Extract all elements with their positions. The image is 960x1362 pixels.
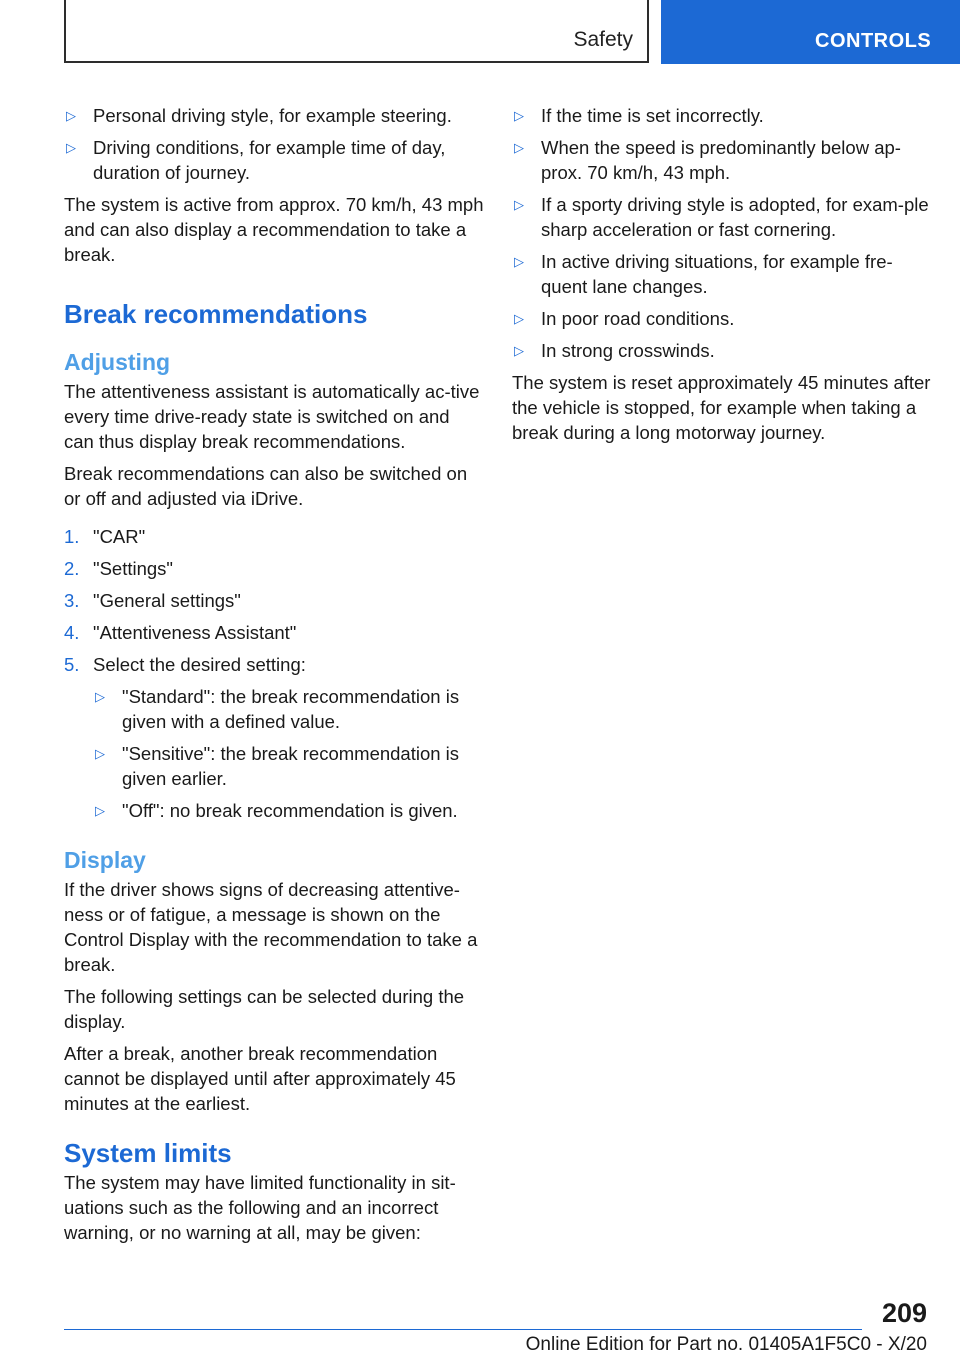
step-item: 2. "Settings" bbox=[64, 558, 173, 579]
footer-edition: Online Edition for Part no. 01405A1F5C0 - X/20 bbox=[525, 1334, 927, 1355]
paragraph: If the driver shows signs of decreasing attentive-ness or of fatigue, a message is shown on the Control Display with the recommendation to take a break. bbox=[64, 879, 478, 975]
paragraph: After a break, another break recommendation cannot be displayed until after approximately 45 minutes at the earliest. bbox=[64, 1043, 456, 1114]
list-item: ▷ "Standard": the break recommendation is given with a defined value. bbox=[95, 686, 460, 732]
chapter-tab[interactable] bbox=[661, 0, 960, 64]
step-item: 5. Select the desired setting: bbox=[64, 654, 306, 675]
heading-adjusting: Adjusting bbox=[64, 349, 171, 375]
list-item: ▷ In active driving situations, for example fre-quent lane changes. bbox=[514, 251, 893, 297]
paragraph: The system may have limited functionality in sit-uations such as the following and an incorrect warning, or no warning at all, may be given: bbox=[64, 1172, 456, 1243]
paragraph: The attentiveness assistant is automatically ac-tive every time drive-ready state is switched on and can thus display break recommendations. bbox=[64, 381, 480, 452]
list-item: ▷ If a sporty driving style is adopted, for exam-ple sharp acceleration or fast cornering. bbox=[514, 194, 929, 240]
bullet-triangle-icon: ▷ bbox=[514, 254, 524, 269]
bullet-triangle-icon: ▷ bbox=[95, 746, 105, 761]
bullet-triangle-icon: ▷ bbox=[514, 311, 524, 326]
bullet-triangle-icon: ▷ bbox=[95, 803, 105, 818]
list-item: ▷ Personal driving style, for example steering. bbox=[66, 105, 452, 126]
bullet-triangle-icon: ▷ bbox=[514, 343, 524, 358]
bullet-triangle-icon: ▷ bbox=[514, 108, 524, 123]
bullet-triangle-icon: ▷ bbox=[514, 197, 524, 212]
bullet-triangle-icon: ▷ bbox=[66, 108, 76, 123]
list-item: ▷ "Sensitive": the break recommendation is given earlier. bbox=[95, 743, 460, 789]
bullet-triangle-icon: ▷ bbox=[95, 689, 105, 704]
heading-break-recommendations: Break recommendations bbox=[64, 299, 368, 329]
list-item: ▷ If the time is set incorrectly. bbox=[514, 105, 764, 126]
heading-display: Display bbox=[64, 847, 146, 873]
paragraph: Break recommendations can also be switched on or off and adjusted via iDrive. bbox=[64, 463, 468, 509]
intro-paragraph: The system is active from approx. 70 km/h, 43 mph and can also display a recommendation to take a break. bbox=[64, 194, 484, 265]
page-number: 209 bbox=[881, 1298, 927, 1328]
list-item: ▷ In poor road conditions. bbox=[514, 308, 735, 329]
bullet-triangle-icon: ▷ bbox=[514, 140, 524, 155]
list-item: ▷ "Off": no break recommendation is given. bbox=[95, 800, 458, 821]
heading-system-limits: System limits bbox=[64, 1138, 232, 1168]
list-item: ▷ Driving conditions, for example time of day, duration of journey. bbox=[66, 137, 446, 183]
header-section-box bbox=[64, 0, 649, 63]
step-item: 3. "General settings" bbox=[64, 590, 241, 611]
list-item: ▷ In strong crosswinds. bbox=[514, 340, 715, 361]
section-title: Safety bbox=[573, 28, 633, 51]
step-item: 1. "CAR" bbox=[64, 526, 146, 547]
chapter-title: CONTROLS bbox=[815, 30, 932, 52]
left-column bbox=[64, 103, 484, 1252]
list-item: ▷ When the speed is predominantly below ap-prox. 70 km/h, 43 mph. bbox=[514, 137, 901, 183]
step-item: 4. "Attentiveness Assistant" bbox=[64, 622, 297, 643]
footer-divider bbox=[64, 1329, 862, 1330]
paragraph: The following settings can be selected during the display. bbox=[64, 986, 465, 1032]
right-column bbox=[512, 103, 932, 452]
bullet-triangle-icon: ▷ bbox=[66, 140, 76, 155]
paragraph: The system is reset approximately 45 minutes after the vehicle is stopped, for example when taking a break during a long motorway journey. bbox=[512, 372, 931, 443]
